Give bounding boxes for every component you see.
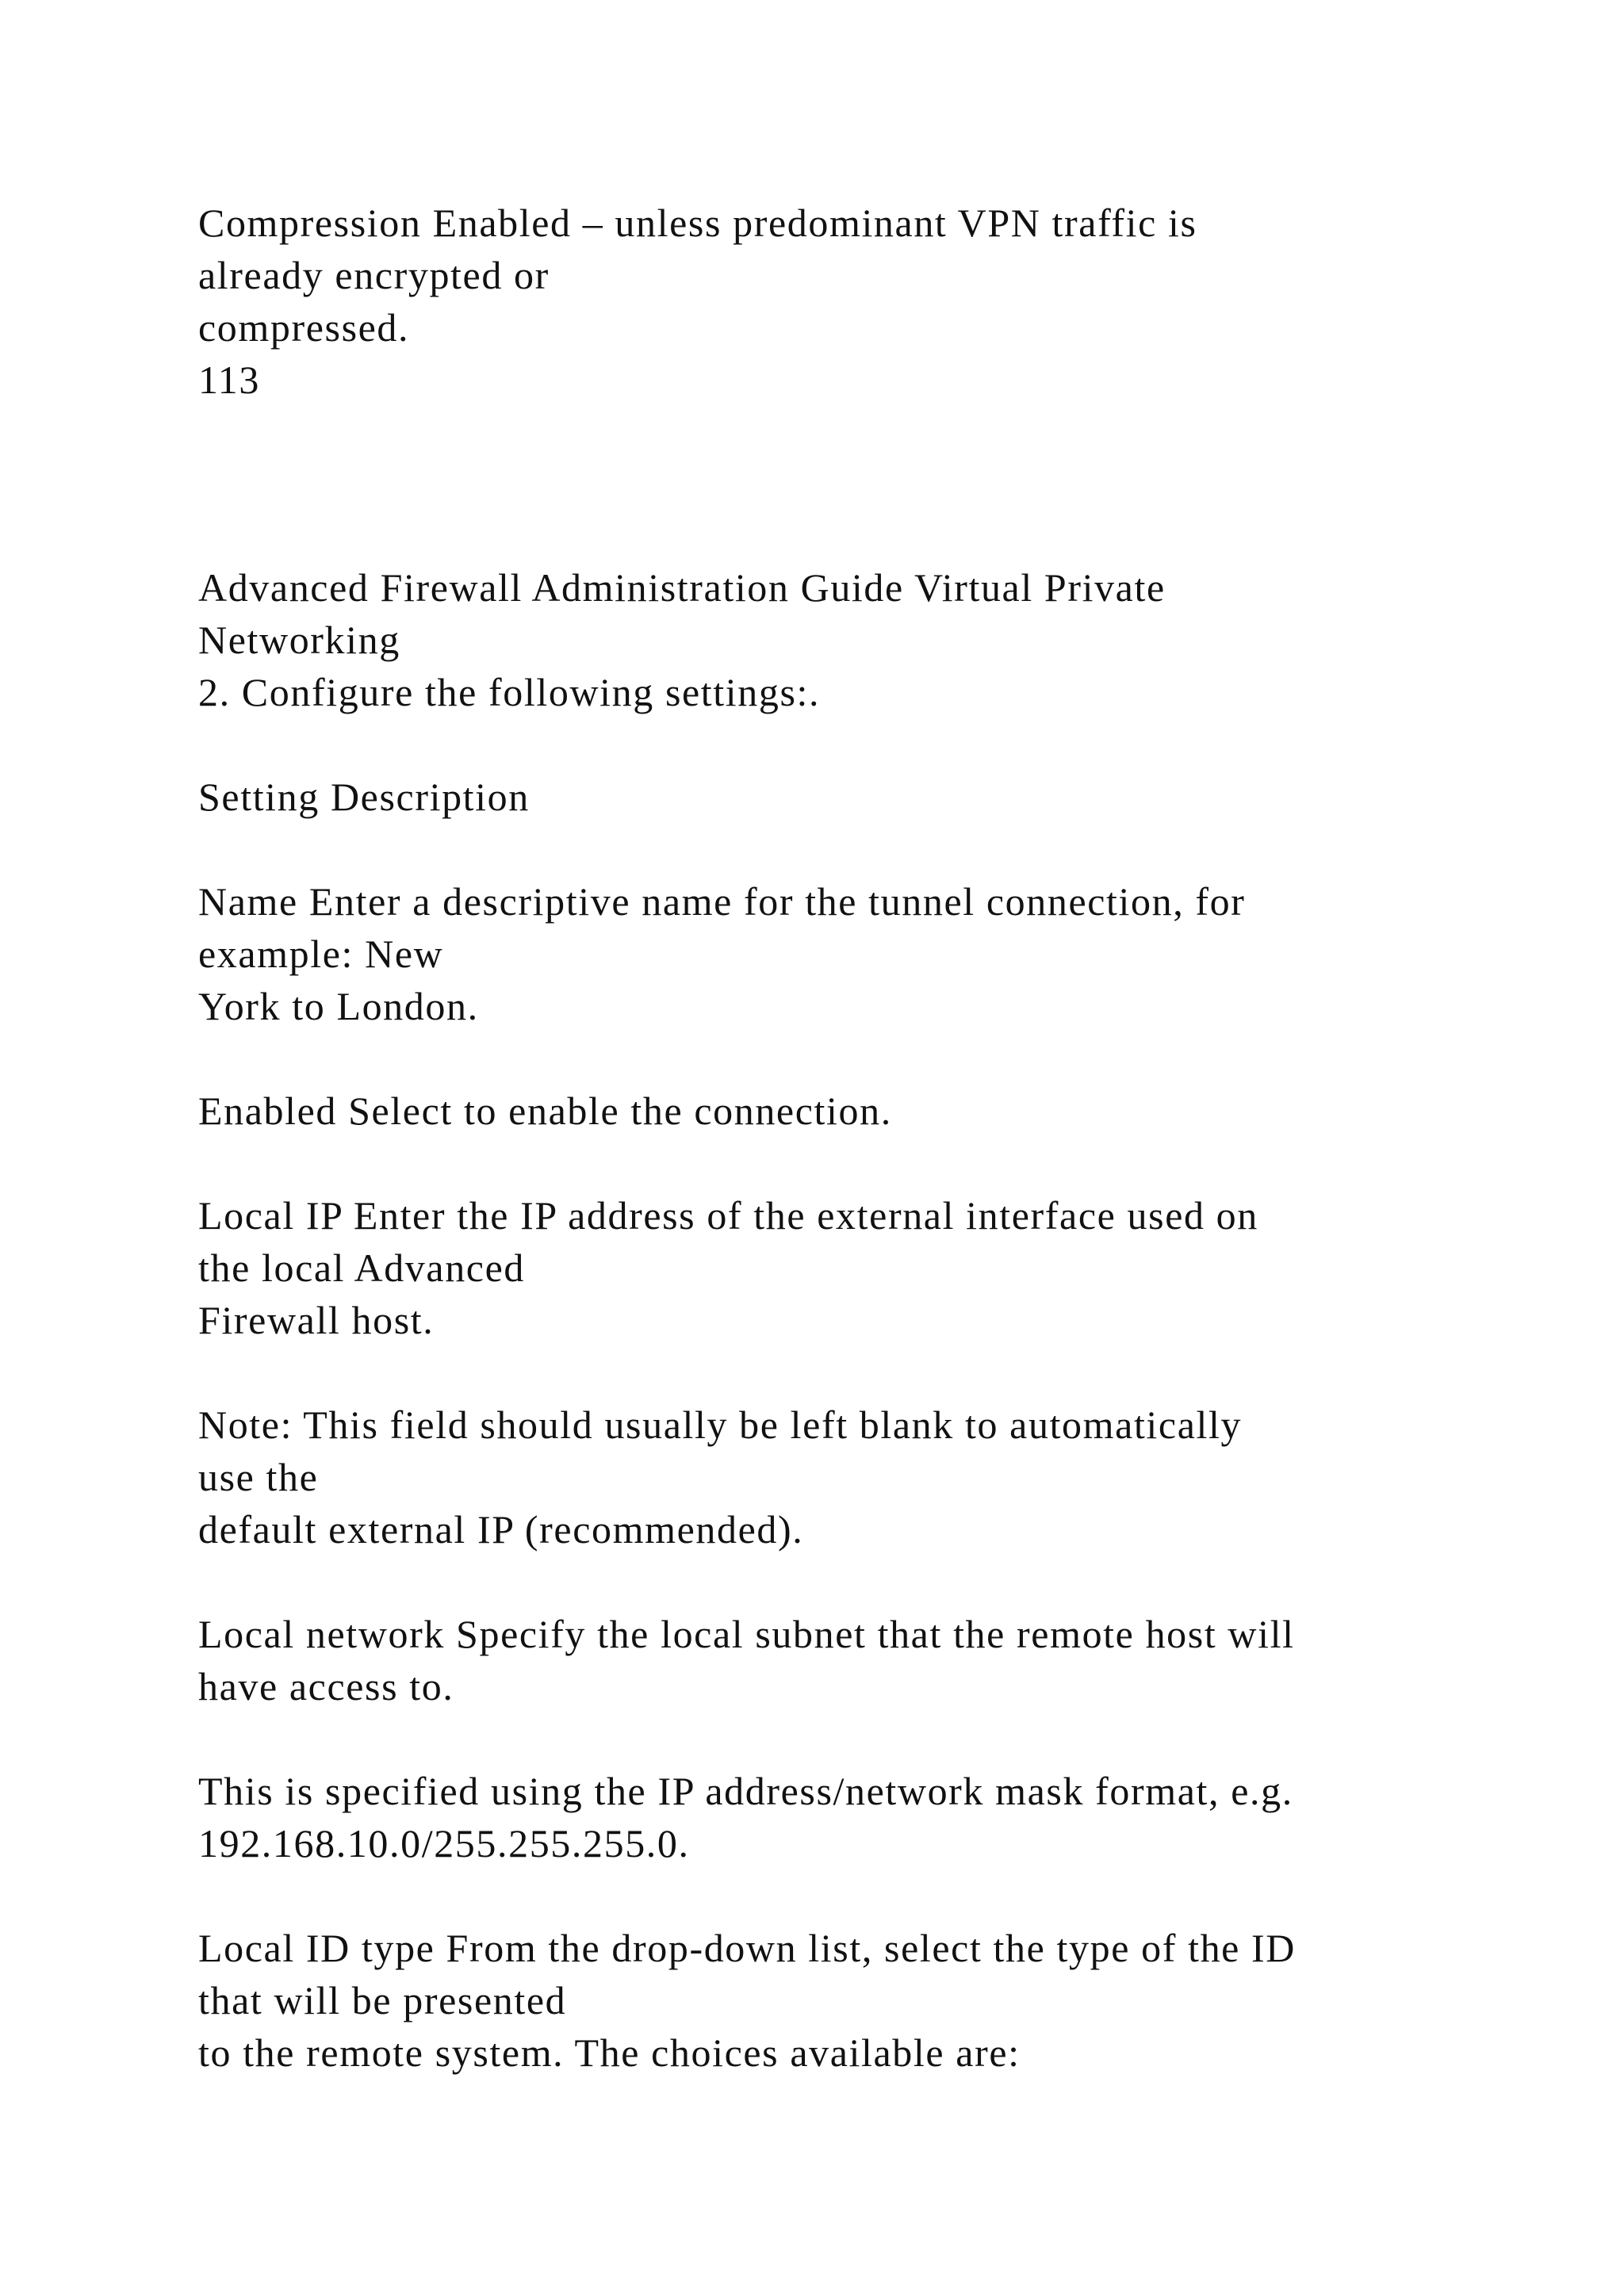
text-line: 192.168.10.0/255.255.255.0. — [198, 1821, 690, 1866]
text-line: the local Advanced — [198, 1246, 525, 1290]
text-line: York to London. — [198, 984, 479, 1028]
text-line: Compression Enabled – unless predominant VPN traffic is — [198, 201, 1197, 245]
text-line: have access to. — [198, 1664, 454, 1709]
text-line: Note: This field should usually be left blank to automatically — [198, 1402, 1243, 1447]
text-line: compressed. — [198, 305, 410, 350]
page-number: 113 — [198, 358, 260, 402]
text-line: Networking — [198, 618, 400, 662]
text-line: Local network Specify the local subnet that the remote host will — [198, 1612, 1295, 1656]
text-line: example: New — [198, 932, 444, 976]
text-line: Enabled Select to enable the connection. — [198, 1089, 892, 1133]
text-line: 2. Configure the following settings:. — [198, 670, 821, 714]
table-header: Setting Description — [198, 775, 530, 819]
text-line: Name Enter a descriptive name for the tunnel connection, for — [198, 879, 1246, 924]
text-line: Firewall host. — [198, 1298, 435, 1342]
text-line: Advanced Firewall Administration Guide Virtual Private — [198, 565, 1166, 610]
text-line: already encrypted or — [198, 253, 550, 297]
text-line: default external IP (recommended). — [198, 1507, 804, 1552]
text-line: Local ID type From the drop-down list, select the type of the ID — [198, 1926, 1297, 1970]
text-line: to the remote system. The choices available are: — [198, 2030, 1021, 2075]
text-line: use the — [198, 1455, 319, 1499]
text-line: This is specified using the IP address/network mask format, e.g. — [198, 1769, 1293, 1813]
text-line: that will be presented — [198, 1978, 567, 2022]
text-line: Local IP Enter the IP address of the external interface used on — [198, 1193, 1258, 1238]
